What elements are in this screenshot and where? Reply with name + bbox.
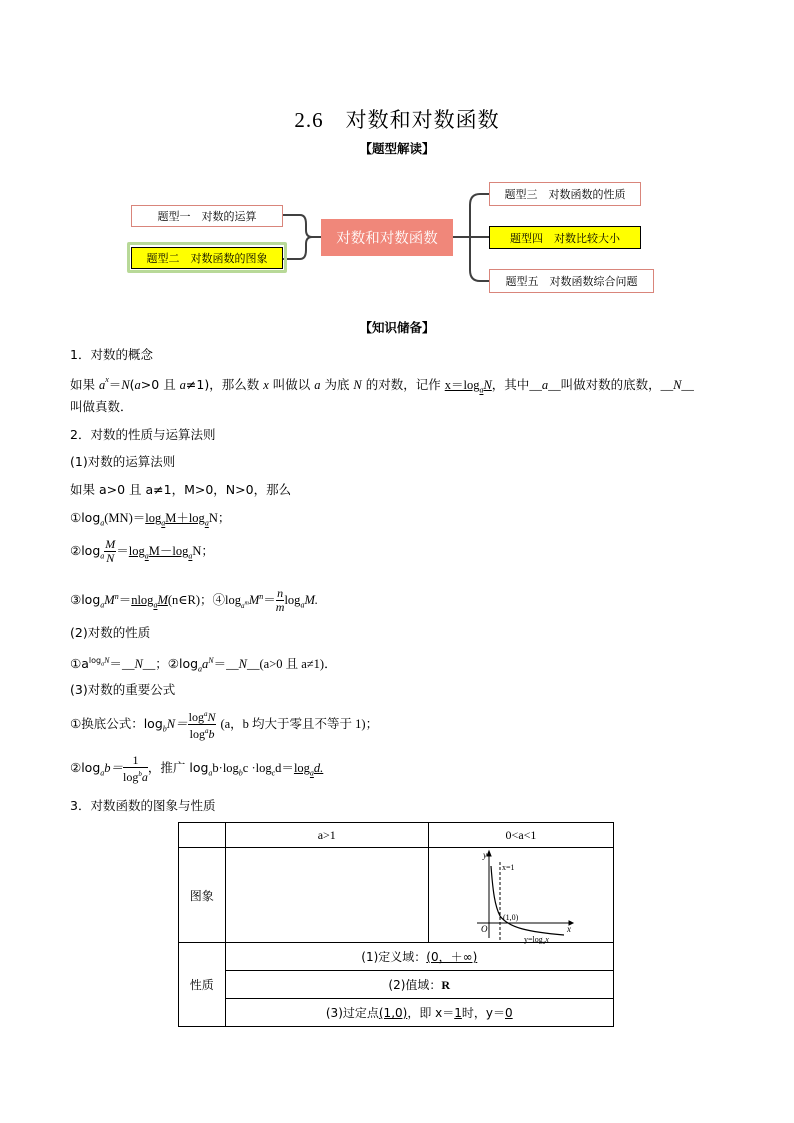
y-axis-arrow [487, 851, 491, 856]
curve-label: $y=\log_ax$ [523, 935, 549, 946]
property-line: $①a^{log_aN}=\_\_N\_\_$；$②\log_aa^N=\_\_N\_\_(a>0$ 且 a≠1)． [70, 656, 337, 674]
log-definition-line-2: 叫做真数． [70, 399, 133, 414]
log-graph-0-a-1 [429, 848, 613, 946]
y-axis-label: y [482, 850, 487, 860]
change-of-base-formula: ①换底公式：$\log_bN=$ $\frac{\log^aN}{\log^ab}$ (a，b 均大于零且不等于 1)； [70, 710, 379, 741]
log-curve [491, 866, 564, 935]
graph-cell-a-gt-1 [225, 848, 428, 943]
rule-condition: 如果 a>0 且 a≠1，M>0，N>0，那么 [70, 482, 292, 497]
header-a-gt-1: a>1 [225, 823, 428, 848]
mindmap-center: 对数和对数函数 [321, 219, 453, 256]
header-a-between: 0<a<1 [428, 823, 613, 848]
log-function-table [178, 822, 614, 1027]
x-axis-label: x [566, 924, 571, 934]
subheading-important-formulas: (3)对数的重要公式 [70, 682, 176, 697]
row-label-graph: 图象 [179, 848, 226, 943]
heading-log-properties: 2．对数的性质与运算法则 [70, 427, 216, 442]
origin-label: O [480, 924, 488, 934]
mindmap-type-4: 题型四 对数比较大小 [489, 226, 641, 249]
rule-3-4: $③\log_aM^n=nlog_aM(n\in R)$；$④\log_{a^m}M^n=$ $\frac{n}{m}$ $\log_aM$. [70, 586, 318, 615]
mindmap-type-1: 题型一 对数的运算 [131, 205, 283, 227]
row-label-props: 性质 [179, 943, 226, 1027]
subheading-log-properties: (2)对数的性质 [70, 625, 151, 640]
mindmap-type-3: 题型三 对数函数的性质 [489, 182, 641, 206]
mindmap-type-2: 题型二 对数函数的图象 [131, 247, 283, 269]
section-question-types: 【题型解读】 [359, 141, 435, 156]
point-label: (1,0) [502, 913, 519, 922]
subheading-operation-rules: (1)对数的运算法则 [70, 454, 176, 469]
prop-range: (2)值域：R [225, 971, 613, 999]
asymptote-label: x=1 [501, 863, 515, 872]
section-knowledge: 【知识储备】 [359, 320, 435, 335]
log-reciprocal-formula: $②\log_ab=$ $\frac{1}{\log^ba}$ ，推广 $\log_ab\cdot\log_bc \cdot\log_cd=\log_ad$. [70, 752, 324, 784]
log-definition-line: 如果 $a^x=N(a>0$ 且 a≠1)，那么数 x 叫做以 a 为底 N 的对数，记作 $x=\log_aN$，其中__a__叫做对数的底数，__N__ [70, 375, 694, 395]
mindmap-connectors [0, 0, 794, 310]
rule-2: $②\log_a$ $\frac{M}{N}$ $=\log_aM-\log_aN$； [70, 537, 214, 565]
heading-log-function: 3．对数函数的图象与性质 [70, 798, 216, 813]
prop-fixed-point: (3)过定点(1,0)，即 x＝1时，y＝0 [225, 999, 613, 1027]
mindmap-type-5: 题型五 对数函数综合问题 [489, 269, 654, 293]
rule-1: $①\log_a(MN)=\log_aM+\log_aN$； [70, 510, 231, 528]
graph-cell-a-lt-1 [428, 848, 613, 946]
heading-log-concept: 1．对数的概念 [70, 347, 153, 362]
page-title: 2.6 对数和对数函数 [294, 108, 500, 132]
prop-domain: (1)定义域：(0，＋∞) [225, 943, 613, 971]
